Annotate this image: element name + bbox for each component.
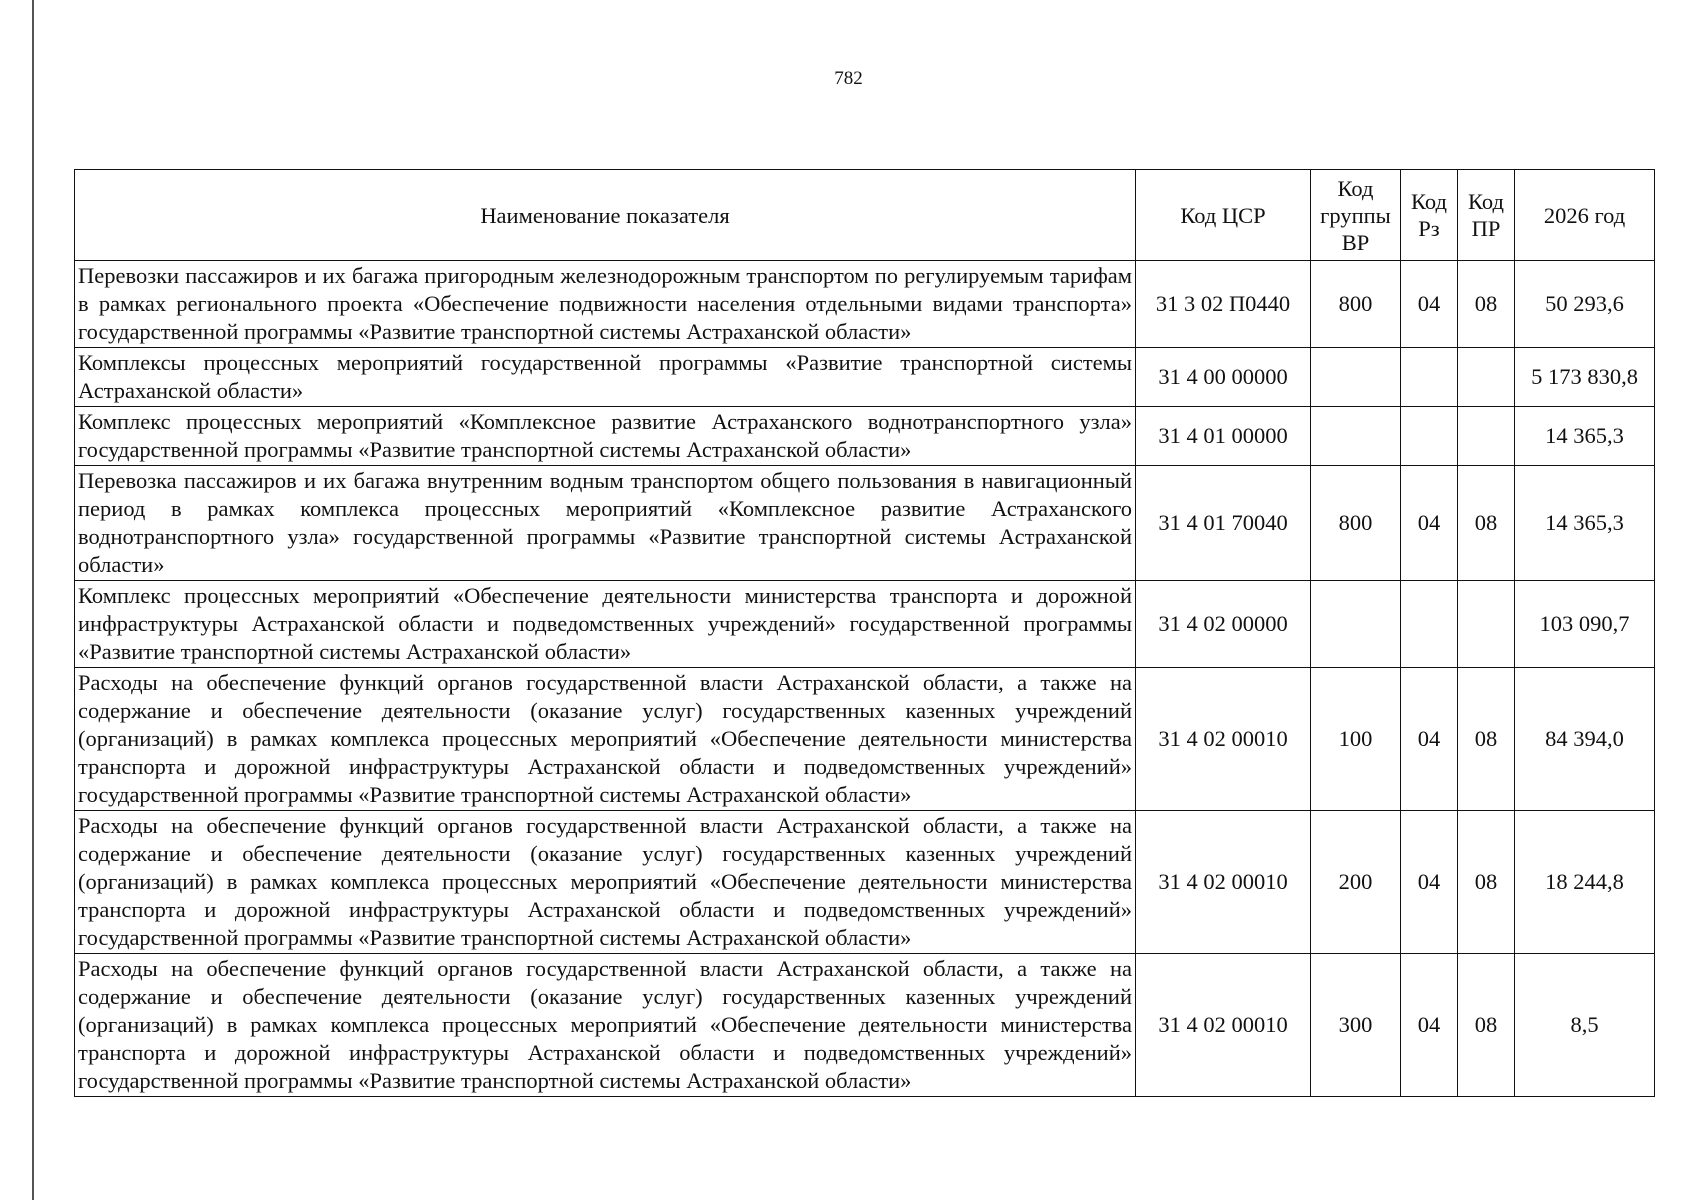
table-row bbox=[75, 811, 1655, 954]
row-amount: 50 293,6 bbox=[1515, 261, 1655, 348]
row-pr: 08 bbox=[1458, 466, 1515, 581]
row-name: Расходы на обеспечение функций органов государственной власти Астраханской области, а также на содержание и обеспечение деятельности (оказание услуг) государственных казенных учреждений (организаций) в рамках комплекса процессных мероприятий «Обеспечение деятельности министерства транспорта и дорожной инфраструктуры Астраханской области и подведомственных учреждений» государственной программы «Развитие транспортной системы Астраханской области» bbox=[75, 954, 1136, 1097]
header-csr: Код ЦСР bbox=[1136, 170, 1311, 261]
row-amount: 18 244,8 bbox=[1515, 811, 1655, 954]
row-pr bbox=[1458, 581, 1515, 668]
row-vr bbox=[1311, 407, 1401, 466]
page-number: 782 bbox=[834, 68, 863, 89]
header-year: 2026 год bbox=[1515, 170, 1655, 261]
row-rz: 04 bbox=[1401, 811, 1458, 954]
table-row bbox=[75, 407, 1655, 466]
row-csr: 31 4 00 00000 bbox=[1136, 348, 1311, 407]
row-vr bbox=[1311, 348, 1401, 407]
row-vr: 200 bbox=[1311, 811, 1401, 954]
row-rz bbox=[1401, 348, 1458, 407]
row-vr: 300 bbox=[1311, 954, 1401, 1097]
row-amount: 5 173 830,8 bbox=[1515, 348, 1655, 407]
header-rz: Код Рз bbox=[1401, 170, 1458, 261]
table-row bbox=[75, 954, 1655, 1097]
row-csr: 31 4 02 00000 bbox=[1136, 581, 1311, 668]
row-vr bbox=[1311, 581, 1401, 668]
row-vr: 800 bbox=[1311, 261, 1401, 348]
table-row bbox=[75, 261, 1655, 348]
table-row bbox=[75, 466, 1655, 581]
row-csr: 31 4 02 00010 bbox=[1136, 668, 1311, 811]
row-pr: 08 bbox=[1458, 811, 1515, 954]
table-body bbox=[75, 261, 1655, 1097]
row-rz: 04 bbox=[1401, 668, 1458, 811]
row-amount: 84 394,0 bbox=[1515, 668, 1655, 811]
row-name: Комплекс процессных мероприятий «Обеспечение деятельности министерства транспорта и дорожной инфраструктуры Астраханской области и подведомственных учреждений» государственной программы «Развитие транспортной системы Астраханской области» bbox=[75, 581, 1136, 668]
row-rz: 04 bbox=[1401, 954, 1458, 1097]
row-rz bbox=[1401, 407, 1458, 466]
row-amount: 14 365,3 bbox=[1515, 466, 1655, 581]
row-name: Перевозки пассажиров и их багажа пригородным железнодорожным транспортом по регулируемым тарифам в рамках регионального проекта «Обеспечение подвижности населения отдельными видами транспорта» государственной программы «Развитие транспортной системы Астраханской области» bbox=[75, 261, 1136, 348]
row-vr: 100 bbox=[1311, 668, 1401, 811]
header-name: Наименование показателя bbox=[75, 170, 1136, 261]
row-pr bbox=[1458, 348, 1515, 407]
row-rz: 04 bbox=[1401, 261, 1458, 348]
table-header bbox=[75, 170, 1655, 261]
row-pr: 08 bbox=[1458, 668, 1515, 811]
row-csr: 31 4 02 00010 bbox=[1136, 954, 1311, 1097]
binding-line bbox=[32, 0, 34, 1200]
row-name: Комплекс процессных мероприятий «Комплексное развитие Астраханского воднотранспортного узла» государственной программы «Развитие транспортной системы Астраханской области» bbox=[75, 407, 1136, 466]
row-csr: 31 4 02 00010 bbox=[1136, 811, 1311, 954]
row-amount: 8,5 bbox=[1515, 954, 1655, 1097]
row-pr: 08 bbox=[1458, 954, 1515, 1097]
table-row bbox=[75, 668, 1655, 811]
header-row bbox=[75, 170, 1655, 261]
row-amount: 14 365,3 bbox=[1515, 407, 1655, 466]
table-row bbox=[75, 581, 1655, 668]
row-rz: 04 bbox=[1401, 466, 1458, 581]
budget-table bbox=[74, 169, 1655, 1097]
header-vr: Код группы ВР bbox=[1311, 170, 1401, 261]
row-vr: 800 bbox=[1311, 466, 1401, 581]
row-name: Расходы на обеспечение функций органов государственной власти Астраханской области, а также на содержание и обеспечение деятельности (оказание услуг) государственных казенных учреждений (организаций) в рамках комплекса процессных мероприятий «Обеспечение деятельности министерства транспорта и дорожной инфраструктуры Астраханской области и подведомственных учреждений» государственной программы «Развитие транспортной системы Астраханской области» bbox=[75, 668, 1136, 811]
row-amount: 103 090,7 bbox=[1515, 581, 1655, 668]
row-name: Перевозка пассажиров и их багажа внутренним водным транспортом общего пользования в навигационный период в рамках комплекса процессных мероприятий «Комплексное развитие Астраханского воднотранспортного узла» государственной программы «Развитие транспортной системы Астраханской области» bbox=[75, 466, 1136, 581]
row-csr: 31 4 01 70040 bbox=[1136, 466, 1311, 581]
row-csr: 31 4 01 00000 bbox=[1136, 407, 1311, 466]
row-name: Комплексы процессных мероприятий государственной программы «Развитие транспортной системы Астраханской области» bbox=[75, 348, 1136, 407]
table-row bbox=[75, 348, 1655, 407]
row-pr: 08 bbox=[1458, 261, 1515, 348]
row-csr: 31 3 02 П0440 bbox=[1136, 261, 1311, 348]
header-pr: Код ПР bbox=[1458, 170, 1515, 261]
row-pr bbox=[1458, 407, 1515, 466]
row-rz bbox=[1401, 581, 1458, 668]
row-name: Расходы на обеспечение функций органов государственной власти Астраханской области, а также на содержание и обеспечение деятельности (оказание услуг) государственных казенных учреждений (организаций) в рамках комплекса процессных мероприятий «Обеспечение деятельности министерства транспорта и дорожной инфраструктуры Астраханской области и подведомственных учреждений» государственной программы «Развитие транспортной системы Астраханской области» bbox=[75, 811, 1136, 954]
